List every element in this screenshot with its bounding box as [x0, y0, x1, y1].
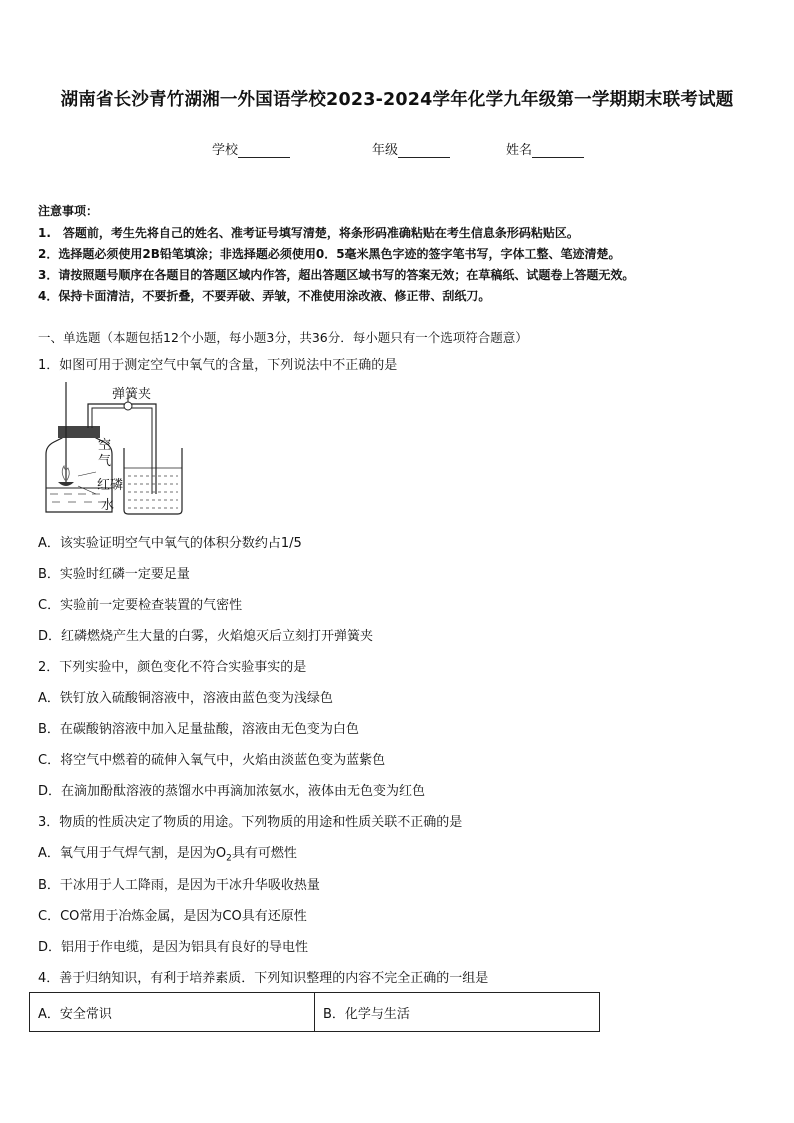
school-field[interactable]: [212, 139, 290, 158]
notice-item: 4．保持卡面清洁，不要折叠，不要弄破、弄皱，不准使用涂改液、修正带、刮纸刀。: [38, 289, 491, 303]
question-2-stem: 2．下列实验中，颜色变化不符合实验事实的是: [38, 660, 307, 675]
air-label: 空 气: [98, 438, 112, 469]
page-title: 湖南省长沙青竹湖湘一外国语学校2023-2024学年化学九年级第一学期期末联考试题: [60, 90, 734, 110]
q1-option-c[interactable]: C．实验前一定要检查装置的气密性: [38, 598, 243, 613]
water-label: 水: [101, 498, 115, 513]
notice-item: 3．请按照题号顺序在各题目的答题区域内作答，超出答题区域书写的答案无效；在草稿纸、试题卷上答题无效。: [38, 268, 635, 282]
q1-option-a[interactable]: A．该实验证明空气中氧气的体积分数约占1/5: [38, 536, 302, 551]
q3-option-d[interactable]: D．铝用于作电缆，是因为铝具有良好的导电性: [38, 940, 309, 955]
q3-option-c[interactable]: C．CO常用于冶炼金属，是因为CO具有还原性: [38, 909, 307, 924]
q1-option-d[interactable]: D．红磷燃烧产生大量的白雾，火焰熄灭后立刻打开弹簧夹: [38, 629, 374, 644]
q2-option-d[interactable]: D．在滴加酚酞溶液的蒸馏水中再滴加浓氨水，液体由无色变为红色: [38, 784, 426, 799]
grade-blank[interactable]: [398, 144, 450, 158]
q2-option-a[interactable]: A．铁钉放入硫酸铜溶液中，溶液由蓝色变为浅绿色: [38, 691, 333, 706]
name-label: 姓名: [506, 143, 533, 158]
name-field[interactable]: [506, 139, 584, 158]
table-row: [30, 993, 600, 1032]
school-blank[interactable]: [238, 144, 290, 158]
q3-option-a-text: A．氧气用于气焊气割，是因为O: [38, 846, 227, 861]
question-1-stem: 1．如图可用于测定空气中氧气的含量，下列说法中不正确的是: [38, 358, 398, 373]
subscript: 2: [226, 853, 232, 864]
phosphorus-label: 红磷: [97, 478, 124, 493]
grade-field[interactable]: [372, 139, 450, 158]
q2-option-b[interactable]: B．在碳酸钠溶液中加入足量盐酸，溶液由无色变为白色: [38, 722, 359, 737]
name-blank[interactable]: [532, 144, 584, 158]
notice-heading: 注意事项：: [38, 204, 99, 218]
spoon-bowl: [58, 482, 74, 486]
q4-table: [29, 992, 600, 1032]
q1-option-b[interactable]: B．实验时红磷一定要足量: [38, 567, 190, 582]
school-label: 学校: [212, 143, 239, 158]
q4-option-a[interactable]: A．安全常识: [30, 993, 315, 1032]
q3-option-a[interactable]: [38, 842, 297, 864]
q3-option-a-text-end: 具有可燃性: [231, 846, 297, 861]
beaker-outline: [124, 448, 182, 514]
section-heading: 一、单选题（本题包括12个小题，每小题3分，共36分．每小题只有一个选项符合题意）: [38, 330, 528, 345]
clamp-label: 弹簧夹: [112, 387, 152, 402]
beaker-water: [128, 476, 178, 508]
question-4-stem: 4．善于归纳知识，有利于培养素质．下列知识整理的内容不完全正确的一组是: [38, 971, 489, 986]
q3-option-b[interactable]: B．干冰用于人工降雨，是因为干冰升华吸收热量: [38, 878, 320, 893]
q2-option-c[interactable]: C．将空气中燃着的硫伸入氧气中，火焰由淡蓝色变为蓝紫色: [38, 753, 386, 768]
grade-label: 年级: [372, 143, 399, 158]
q4-option-b[interactable]: B．化学与生活: [315, 993, 600, 1032]
notice-item: 1. 答题前，考生先将自己的姓名、准考证号填写清楚，将条形码准确粘贴在考生信息条形码粘贴区。: [38, 226, 579, 240]
stopper: [58, 426, 100, 438]
notice-item: 2．选择题必须使用2B铅笔填涂；非选择题必须使用0．5毫米黑色字迹的签字笔书写，字体工整、笔迹清楚。: [38, 247, 621, 261]
bottle-water: [50, 494, 106, 502]
question-3-stem: 3．物质的性质决定了物质的用途。下列物质的用途和性质关联不正确的是: [38, 815, 463, 830]
clamp: [124, 402, 132, 410]
